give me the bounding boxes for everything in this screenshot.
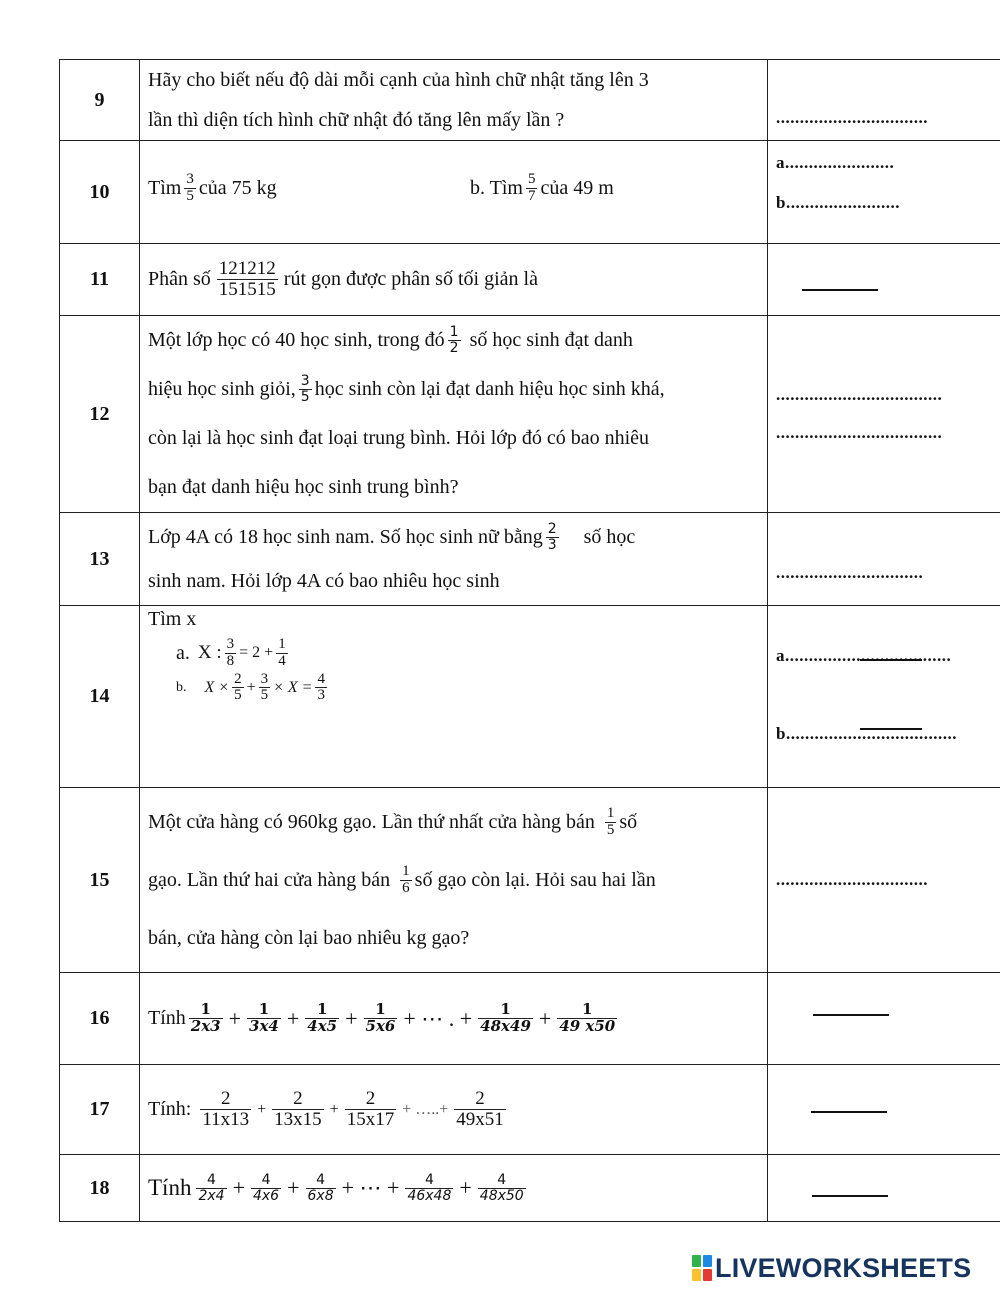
fraction: $\frac{2}{13x15}$: [274, 1088, 322, 1130]
worksheet-table: [59, 59, 1000, 1222]
answer-cell: [768, 141, 1000, 244]
fraction: $\frac{2}{5}$: [234, 670, 242, 704]
fraction: $\frac{1}{4x5}$: [307, 1000, 338, 1035]
part-a-label: a.: [176, 641, 190, 664]
question-text-part: số học sinh đạt danh: [469, 329, 633, 351]
answer-blank-b[interactable]: b........................: [776, 193, 900, 212]
question-number: 18: [60, 1155, 140, 1222]
question-title: Tìm x: [148, 608, 197, 630]
answer-underline: [860, 659, 922, 661]
question-line: bán, cửa hàng còn lại bao nhiêu kg gạo?: [148, 927, 470, 949]
question-label: Phân số: [148, 268, 211, 290]
question-number: 13: [60, 513, 140, 606]
question-text-part: rút gọn được phân số tối giản là: [283, 268, 538, 290]
fraction: $\frac{2}{15x17}$: [346, 1088, 395, 1130]
question-text-part: của 49 m: [540, 176, 614, 199]
question-row-13: [60, 513, 1000, 606]
fraction: $\frac{4}{46x48}$: [407, 1171, 452, 1204]
question-text-part: Một cửa hàng có 960kg gạo. Lần thứ nhất cửa hàng bán: [148, 811, 595, 833]
logo-text: LIVEWORKSHEETS: [715, 1252, 972, 1283]
answer-blank[interactable]: ................................: [776, 870, 928, 889]
fraction: $\frac{3}{5}$: [186, 171, 194, 204]
fraction: $\frac{2}{49x51}$: [456, 1088, 504, 1130]
question-row-16: [60, 973, 1000, 1065]
question-number: 16: [60, 973, 140, 1065]
question-text: Tính $\frac{1}{2x3}$ + $\frac{1}{3x4}$ + $\frac{1}{4x5}$ + $\frac{1}{5x6}$ + ⋯ . + $\frac{1}{48x49}$ + $\frac{1}{49 x50}$: [140, 973, 768, 1065]
question-line: Hãy cho biết nếu độ dài mỗi cạnh của hình chữ nhật tăng lên 3: [148, 69, 649, 91]
answer-cell: [768, 788, 1000, 973]
answer-blank-a[interactable]: a.......................: [776, 153, 895, 172]
fraction: $\frac{1}{48x49}$: [480, 1000, 531, 1035]
fraction: $\frac{4}{2x4}$: [198, 1171, 225, 1204]
answer-blank[interactable]: ...............................: [776, 563, 924, 582]
fraction: $\frac{1}{3x4}$: [249, 1000, 279, 1035]
question-row-18: [60, 1155, 1000, 1222]
question-text: Tính $\frac{4}{2x4}$ + $\frac{4}{4x6}$ + $\frac{4}{6x8}$ + ⋯ + $\frac{4}{46x48}$ + $\frac{4}{48x50}$: [140, 1155, 768, 1222]
question-text: [140, 513, 768, 606]
liveworksheets-logo: [692, 1253, 971, 1283]
fraction: $\frac{121212}{151515}$: [218, 258, 276, 300]
fraction: $\frac{1}{2x3}$: [190, 1000, 221, 1035]
fraction: $\frac{3}{5}$: [300, 373, 310, 405]
answer-cell: [768, 1065, 1000, 1155]
fraction: $\frac{1}{2}$: [449, 324, 459, 356]
question-line: còn lại là học sinh đạt loại trung bình. Hỏi lớp đó có bao nhiêu: [148, 427, 650, 449]
fraction: $\frac{1}{6}$: [402, 862, 410, 896]
question-text: [140, 60, 768, 141]
math-text: +: [246, 678, 256, 696]
answer-blank[interactable]: [813, 1014, 889, 1016]
answer-cell: [768, 60, 1000, 141]
question-row-10: [60, 141, 1000, 244]
answer-blank[interactable]: ...................................: [776, 385, 943, 404]
question-line: lần thì diện tích hình chữ nhật đó tăng lên mấy lần ?: [148, 109, 565, 131]
answer-cell: [768, 316, 1000, 513]
answer-blank-b[interactable]: b....................................: [776, 724, 957, 743]
question-number: 12: [60, 316, 140, 513]
question-text-part: Lớp 4A có 18 học sinh nam. Số học sinh nữ bằng: [148, 526, 543, 548]
question-row-17: [60, 1065, 1000, 1155]
question-text-part: của 75 kg: [198, 176, 277, 199]
question-text: [140, 316, 768, 513]
part-b-label: b.: [176, 679, 187, 695]
question-text-part: Một lớp học có 40 học sinh, trong đó: [148, 329, 445, 351]
math-text: × X =: [273, 678, 313, 696]
question-label: Tính: [148, 1175, 192, 1200]
logo-icon: [692, 1255, 712, 1281]
question-text-part: hiệu học sinh giỏi,: [148, 378, 296, 400]
answer-blank-a[interactable]: a...................................: [776, 646, 952, 665]
question-number: 11: [60, 244, 140, 316]
fraction: $\frac{5}{7}$: [527, 171, 536, 204]
answer-cell: [768, 1155, 1000, 1222]
question-number: 15: [60, 788, 140, 973]
answer-blank[interactable]: ...................................: [776, 423, 943, 442]
fraction: $\frac{1}{4}$: [278, 636, 286, 669]
math-ellipsis: + ⋯ . +: [403, 1005, 473, 1031]
question-text-part: học sinh còn lại đạt danh hiệu học sinh khá,: [314, 378, 665, 400]
answer-blank[interactable]: [811, 1111, 887, 1113]
question-number: 17: [60, 1065, 140, 1155]
answer-cell: [768, 973, 1000, 1065]
math-ellipsis: + …..+: [402, 1100, 449, 1118]
math-text: X ×: [204, 678, 230, 696]
answer-blank[interactable]: [802, 289, 878, 291]
question-text-part: số gạo còn lại. Hỏi sau hai lần: [414, 869, 656, 891]
answer-cell: [768, 513, 1000, 606]
fraction: $\frac{4}{48x50}$: [479, 1171, 524, 1204]
question-text: Tính: $\frac{2}{11x13}$ + $\frac{2}{13x15}$ + $\frac{2}{15x17}$ + …..+ $\frac{2}{49x51}$: [140, 1065, 768, 1155]
fraction: $\frac{1}{5}$: [606, 804, 615, 838]
fraction: $\frac{3}{8}$: [226, 636, 235, 669]
question-line: sinh nam. Hỏi lớp 4A có bao nhiêu học sinh: [148, 570, 500, 592]
question-text: [140, 788, 768, 973]
math-text: X :: [197, 642, 222, 664]
fraction: $\frac{3}{5}$: [260, 670, 269, 704]
answer-cell: [768, 606, 1000, 788]
question-row-12: [60, 316, 1000, 513]
question-text-part: số: [619, 811, 638, 833]
question-number: 10: [60, 141, 140, 244]
answer-underline: [860, 728, 922, 730]
fraction: $\frac{4}{3}$: [317, 670, 325, 704]
fraction: $\frac{1}{5x6}$: [365, 1000, 396, 1035]
question-row-15: [60, 788, 1000, 973]
fraction: $\frac{4}{6x8}$: [307, 1171, 334, 1204]
question-text-part: số học: [583, 526, 636, 548]
fraction: $\frac{1}{49 x50}$: [559, 1000, 616, 1035]
question-row-9: [60, 60, 1000, 141]
question-label: Tính:: [148, 1098, 192, 1120]
question-label: Tính: [148, 1007, 186, 1029]
math-text: = 2 +: [239, 644, 274, 662]
question-text-part: gạo. Lần thứ hai cửa hàng bán: [148, 869, 391, 891]
question-text: [140, 141, 768, 244]
question-line: bạn đạt danh hiệu học sinh trung bình?: [148, 476, 459, 498]
question-text: [140, 606, 768, 788]
answer-cell: [768, 244, 1000, 316]
question-row-14: [60, 606, 1000, 788]
part-b-label: b. Tìm: [470, 176, 523, 199]
fraction: $\frac{2}{11x13}$: [202, 1088, 250, 1130]
question-number: 9: [60, 60, 140, 141]
question-text: [140, 244, 768, 316]
answer-blank[interactable]: ................................: [776, 108, 928, 127]
math-ellipsis: + ⋯ +: [341, 1175, 400, 1200]
answer-blank[interactable]: [812, 1195, 888, 1197]
fraction: $\frac{4}{4x6}$: [252, 1171, 280, 1204]
question-row-11: [60, 244, 1000, 316]
question-number: 14: [60, 606, 140, 788]
fraction: $\frac{2}{3}$: [547, 520, 557, 553]
question-label: Tìm: [148, 176, 182, 199]
